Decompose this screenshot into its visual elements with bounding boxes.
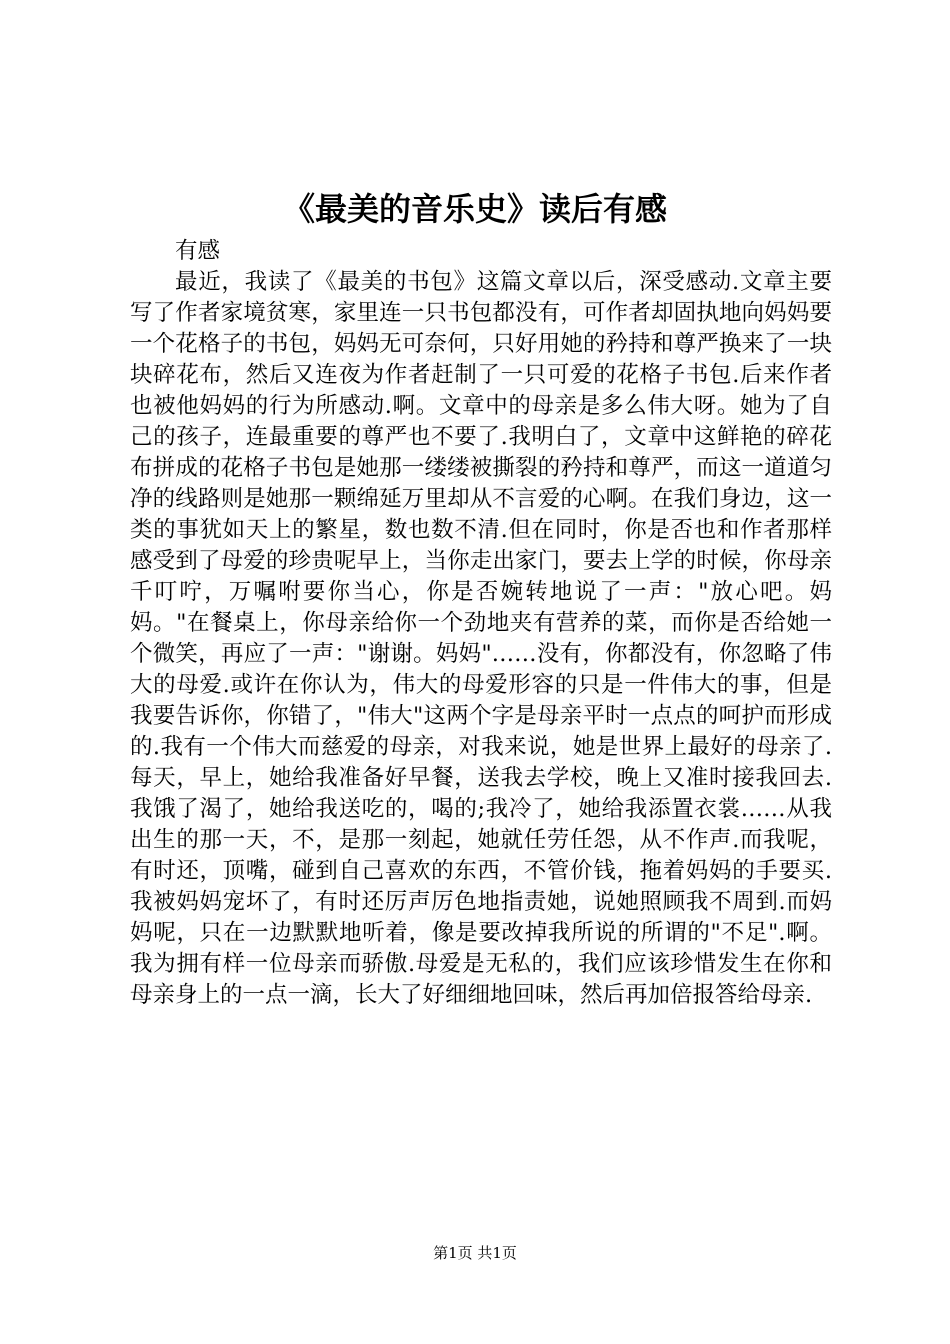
body-paragraph: 最近，我读了《最美的书包》这篇文章以后，深受感动.文章主要写了作者家境贫寒，家里连一只书包都没有，可作者却固执地向妈妈要一个花格子的书包，妈妈无可奈何，只好用她的矜持和尊严换来了一块块碎花布，然后又连夜为作者赶制了一只可爱的花格子书包.后来作者也被他妈妈的行为所感动.啊。文章中的母亲是多么伟大呀。她为了自己的孩子，连最重要的尊严也不要了.我明白了，文章中这鲜艳的碎花布拼成的花格子书包是她那一缕缕被撕裂的矜持和尊严，而这一道道匀净的线路则是她那一颗绵延万里却从不言爱的心啊。在我们身边，这一类的事犹如天上的繁星，数也数不清.但在同时，你是否也和作者那样感受到了母爱的珍贵呢早上，当你走出家门，要去上学的时候，你母亲千叮咛，万嘱咐要你当心，你是否婉转地说了一声："放心吧。妈妈。"在餐桌上，你母亲给你一个劲地夹有营养的菜，而你是否给她一个微笑，再应了一声："谢谢。妈妈"……没有，你都没有，你忽略了伟大的母爱.或许在你认为，伟大的母爱形容的只是一件伟大的事，但是我要告诉你，你错了，"伟大"这两个字是母亲平时一点点的呵护而形成的.我有一个伟大而慈爱的母亲，对我来说，她是世界上最好的母亲了.每天，早上，她给我准备好早餐，送我去学校，晚上又准时接我回去.我饿了渴了，她给我送吃的，喝的;我冷了，她给我添置衣裳……从我出生的那一天，不，是那一刻起，她就任劳任怨，从不作声.而我呢，有时还，顶嘴，碰到自己喜欢的东西，不管价钱，拖着妈妈的手要买.我被妈妈宠坏了，有时还厉声厉色地指责她，说她照顾我不周到.而妈妈呢，只在一边默默地听着，像是要改掉我所说的所谓的"不足".啊。我为拥有样一位母亲而骄傲.母爱是无私的，我们应该珍惜发生在你和母亲身上的一点一滴，长大了好细细地回味，然后再加倍报答给母亲. [130,269,832,1008]
document-title: 《最美的音乐史》读后有感 [282,190,667,228]
document-subtitle: 有感 [175,238,221,264]
page-footer: 第1页 共1页 [433,1244,517,1262]
document-body [130,236,832,1011]
